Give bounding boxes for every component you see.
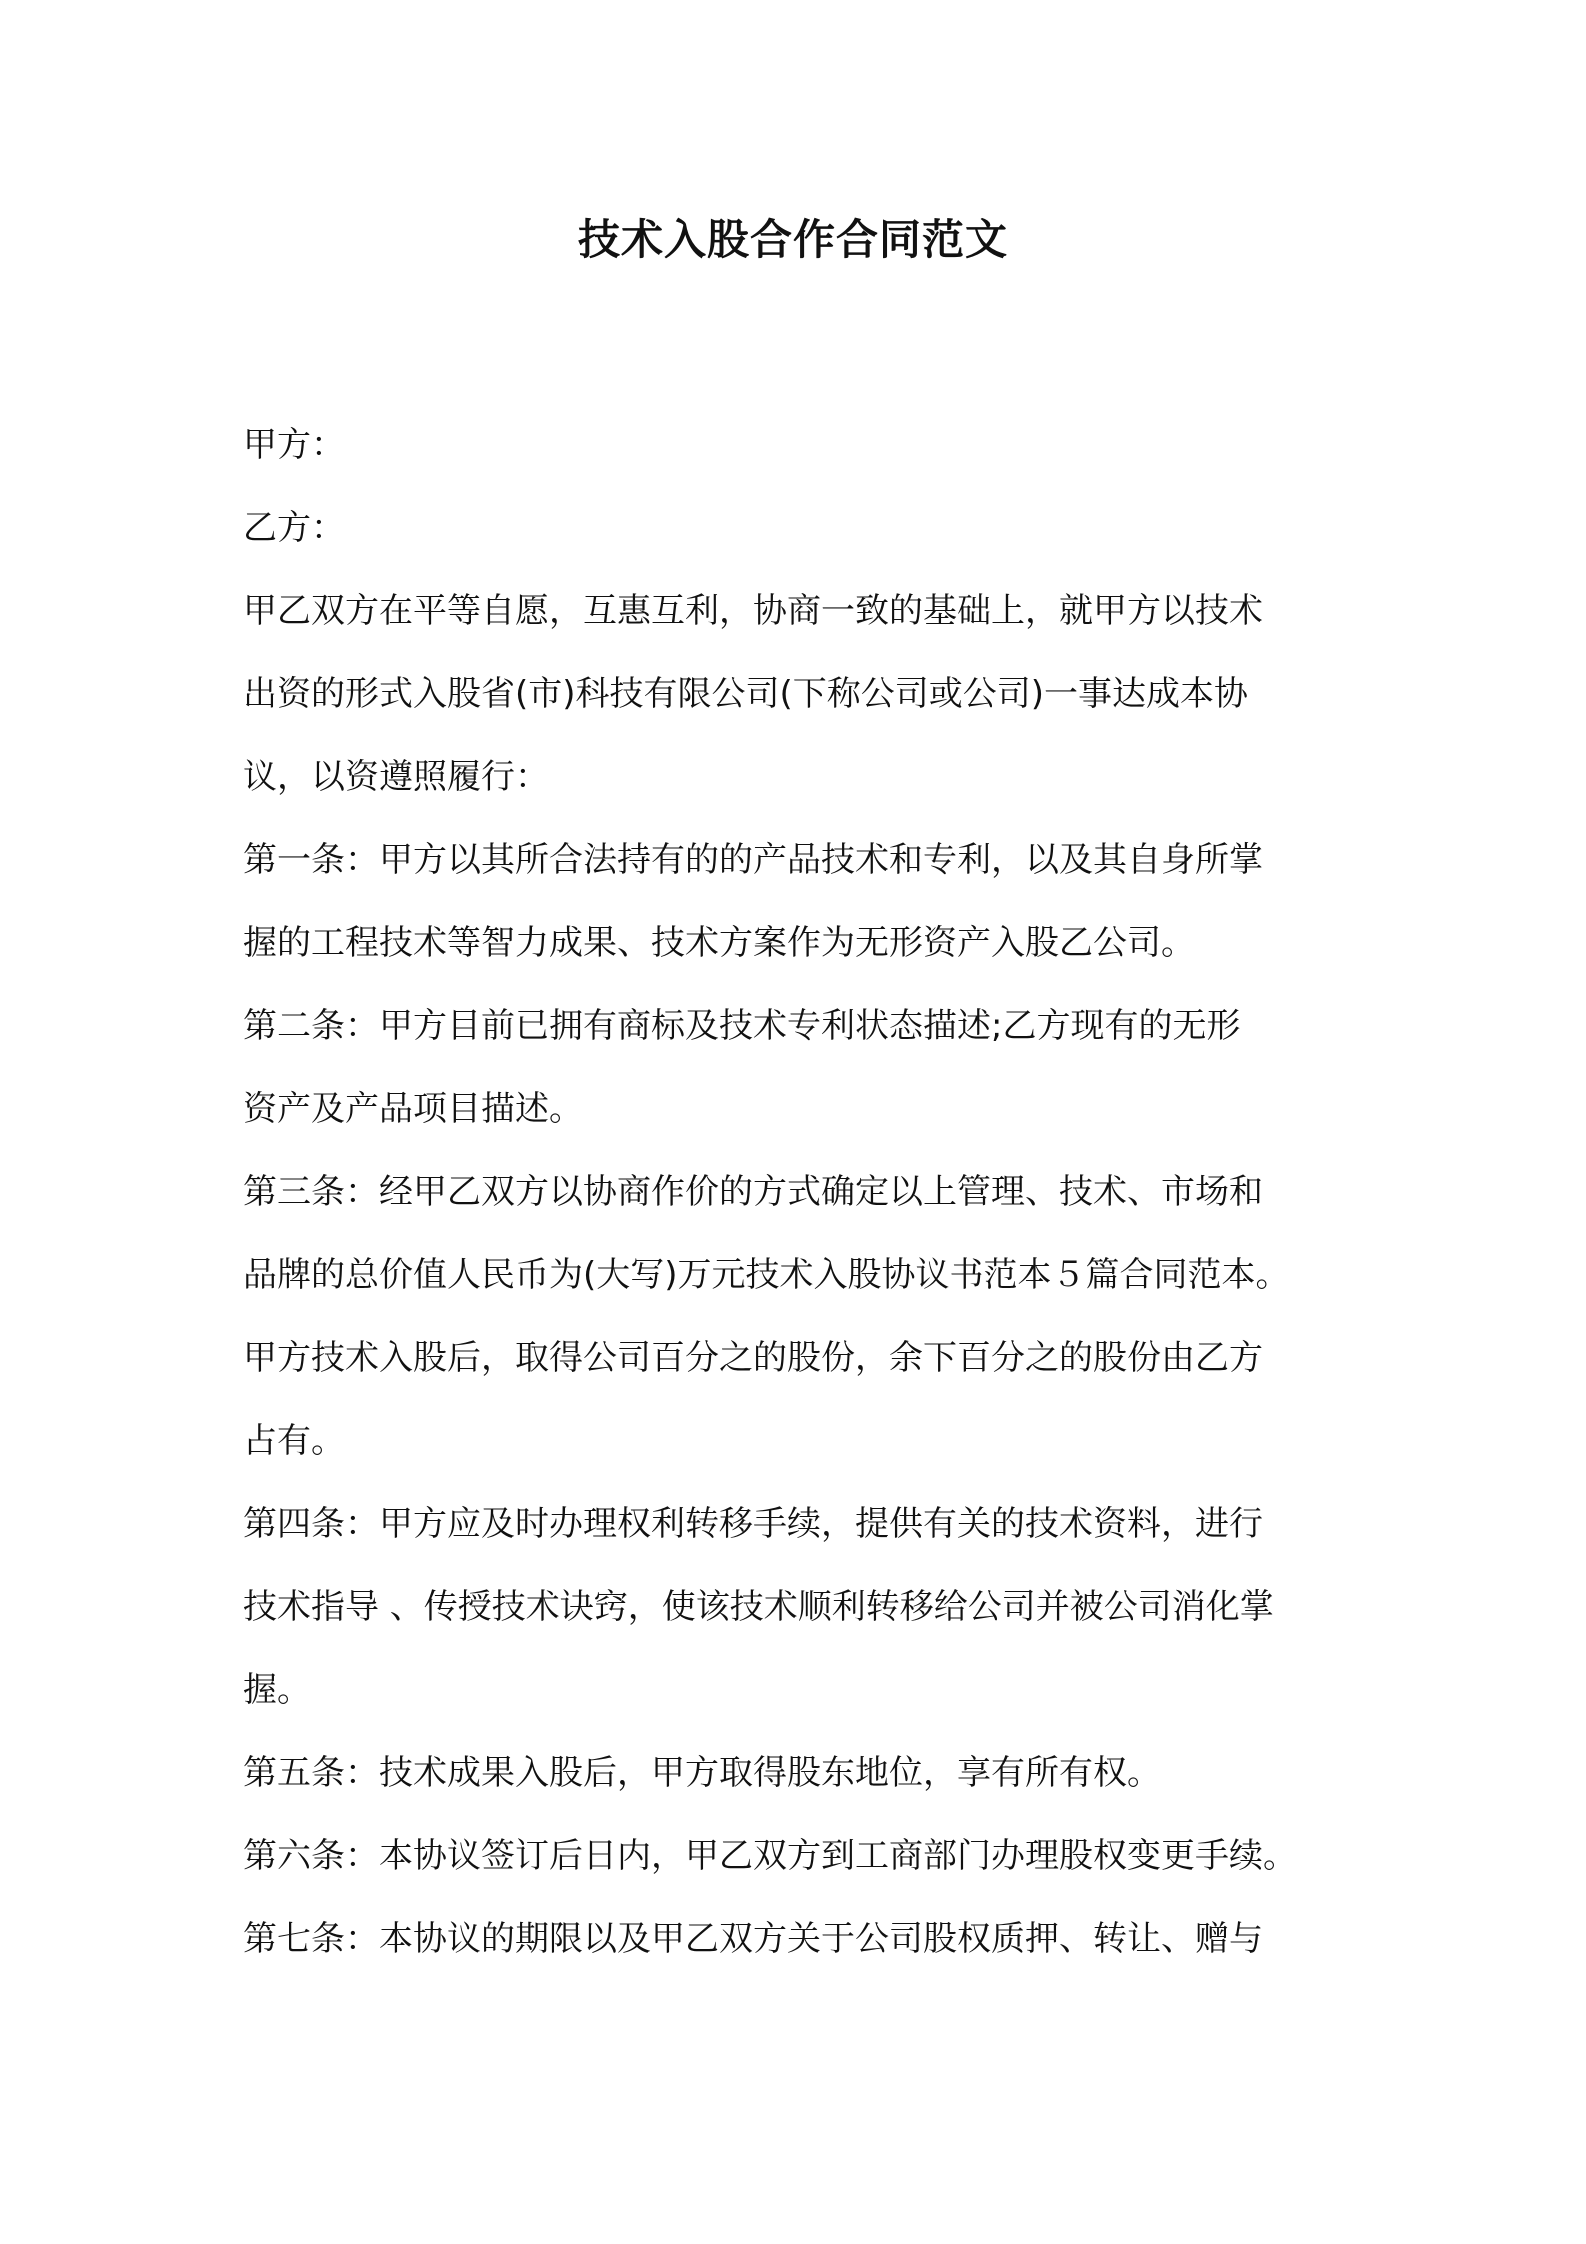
document-body [243, 404, 1363, 1981]
article-7-line-1: 第七条：本协议的期限以及甲乙双方关于公司股权质押、转让、赠与 [243, 1919, 1263, 1959]
article-3-line-1: 第三条：经甲乙双方以协商作价的方式确定以上管理、技术、市场和 [243, 1172, 1263, 1212]
article-4-line-3: 握。 [243, 1670, 311, 1710]
article-2-line-1: 第二条：甲方目前已拥有商标及技术专利状态描述;乙方现有的无形 [243, 1006, 1241, 1046]
document-title: 技术入股合作合同范文 [577, 215, 1008, 264]
article-5-line-1: 第五条：技术成果入股后，甲方取得股东地位，享有所有权。 [243, 1753, 1161, 1793]
article-2-line-2: 资产及产品项目描述。 [243, 1089, 583, 1129]
article-4-line-2: 技术指导 、传授技术诀窍，使该技术顺利转移给公司并被公司消化掌 [243, 1587, 1274, 1627]
preamble-line-2: 出资的形式入股省(市)科技有限公司(下称公司或公司)一事达成本协 [243, 674, 1249, 714]
party-a-line: 甲方： [243, 425, 345, 465]
preamble-line-1: 甲乙双方在平等自愿，互惠互利，协商一致的基础上，就甲方以技术 [243, 591, 1263, 631]
article-3-line-3: 甲方技术入股后，取得公司百分之的股份，余下百分之的股份由乙方 [243, 1338, 1263, 1378]
preamble-line-3: 议，以资遵照履行： [243, 757, 549, 797]
article-4-line-1: 第四条：甲方应及时办理权利转移手续，提供有关的技术资料，进行 [243, 1504, 1263, 1544]
article-3-line-2: 品牌的总价值人民币为(大写)万元技术入股协议书范本５篇合同范本。 [243, 1255, 1290, 1295]
article-6-line-1: 第六条：本协议签订后日内，甲乙双方到工商部门办理股权变更手续。 [243, 1836, 1297, 1876]
article-1-line-2: 握的工程技术等智力成果、技术方案作为无形资产入股乙公司。 [243, 923, 1195, 963]
article-3-line-4: 占有。 [243, 1421, 345, 1461]
party-b-line: 乙方： [243, 508, 345, 548]
article-1-line-1: 第一条：甲方以其所合法持有的的产品技术和专利，以及其自身所掌 [243, 840, 1263, 880]
